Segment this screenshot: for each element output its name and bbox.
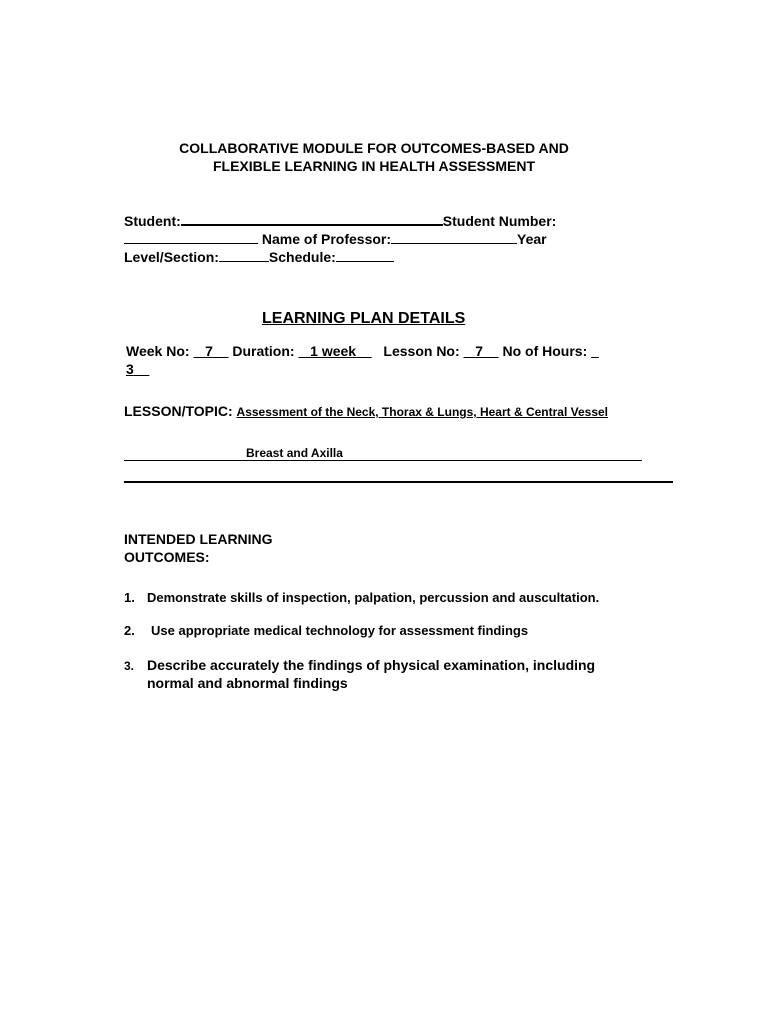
- professor-blank: [391, 242, 517, 244]
- schedule-label: Schedule:: [268, 249, 336, 265]
- level-section-line: [124, 249, 394, 265]
- document-title-line2: FLEXIBLE LEARNING IN HEALTH ASSESSMENT: [212, 158, 535, 174]
- outcome-number: 2.: [124, 623, 135, 638]
- duration-text: 1 week: [310, 343, 357, 359]
- topic-line1: [124, 403, 608, 419]
- outcome-number: 1.: [124, 590, 135, 605]
- outcome-text-line2: normal and abnormal findings: [147, 675, 348, 691]
- student-number-label: Student Number:: [442, 213, 557, 229]
- outcome-item: [124, 623, 529, 638]
- topic-text-line2: Breast and Axilla: [246, 446, 343, 460]
- hours-label: No of Hours:: [502, 343, 588, 359]
- document-title-line1: COLLABORATIVE MODULE FOR OUTCOMES-BASED AND: [179, 140, 569, 156]
- topic-line2: [124, 446, 642, 461]
- topic-label: LESSON/TOPIC:: [124, 403, 233, 419]
- topic-text-line1: Assessment of the Neck, Thorax & Lungs, Heart & Central Vessel: [236, 405, 609, 419]
- student-name-blank: [181, 223, 443, 226]
- plan-details-line: [126, 343, 599, 359]
- hours-value-line: [126, 361, 149, 377]
- topic-divider: [124, 481, 673, 483]
- outcome-text: Use appropriate medical technology for assessment findings: [151, 623, 529, 638]
- hours-value: [126, 361, 149, 377]
- outcome-item: [124, 590, 600, 605]
- level-section-label: Level/Section:: [124, 249, 219, 265]
- professor-line: [124, 231, 547, 247]
- professor-label: Name of Professor:: [261, 231, 392, 247]
- lesson-number: 7: [475, 343, 484, 359]
- student-label: Student:: [124, 213, 181, 229]
- hours-blank: [591, 343, 599, 359]
- duration-value: [298, 343, 371, 359]
- week-number: 7: [205, 343, 213, 359]
- outcome-number: 3.: [124, 659, 135, 673]
- outcome-text: Demonstrate skills of inspection, palpation, percussion and auscultation.: [147, 590, 600, 605]
- week-label: Week No:: [126, 343, 190, 359]
- level-section-blank: [219, 260, 269, 262]
- week-value: [193, 343, 228, 359]
- lesson-label: Lesson No:: [383, 343, 460, 359]
- outcomes-heading-line1: INTENDED LEARNING: [124, 531, 273, 547]
- year-label: Year: [517, 231, 547, 247]
- outcomes-heading-line2: OUTCOMES:: [124, 549, 210, 565]
- student-number-blank: [124, 242, 258, 244]
- outcome-text-line1: Describe accurately the findings of physical examination, including: [147, 657, 596, 673]
- student-line: [124, 213, 556, 229]
- schedule-blank: [336, 260, 394, 262]
- learning-plan-heading: LEARNING PLAN DETAILS: [262, 310, 466, 327]
- duration-label: Duration:: [232, 343, 295, 359]
- lesson-value: [464, 343, 499, 359]
- hours-number: 3: [126, 361, 134, 377]
